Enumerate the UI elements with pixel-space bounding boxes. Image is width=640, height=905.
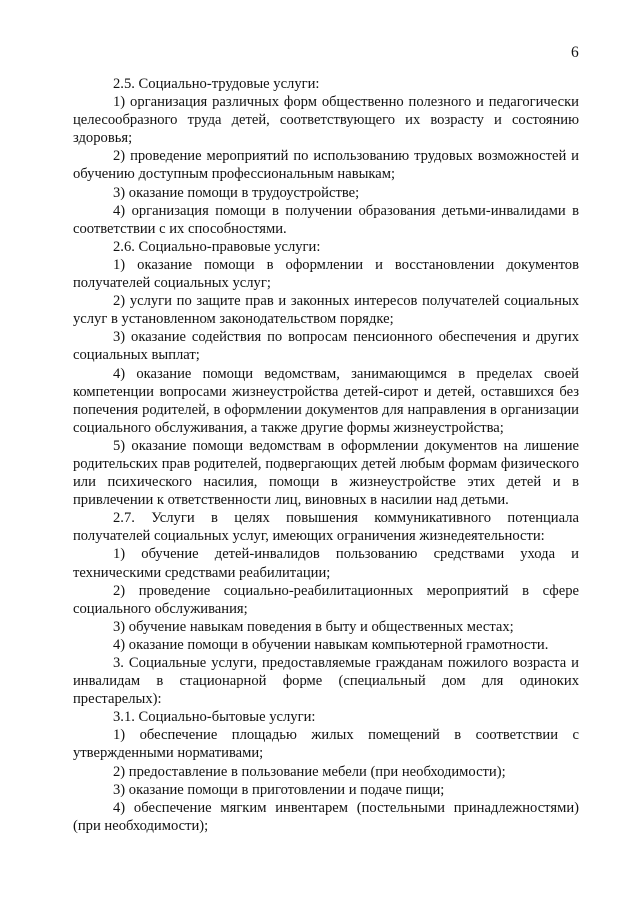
paragraph: 2) услуги по защите прав и законных интересов получателей социальных услуг в установленном законодательством порядке;	[73, 293, 579, 328]
paragraph: 2) проведение социально-реабилитационных мероприятий в сфере социального обслуживания;	[73, 582, 579, 617]
paragraph: 4) оказание помощи в обучении навыкам компьютерной грамотности.	[113, 636, 549, 653]
section-heading: 2.7. Услуги в целях повышения коммуникативного потенциала получателей социальных услуг, имеющих ограничения жизнедеятельности:	[73, 510, 579, 545]
paragraph: 3) оказание помощи в трудоустройстве;	[113, 184, 360, 201]
paragraph: 3) обучение навыкам поведения в быту и общественных местах;	[113, 618, 514, 635]
paragraph: 1) оказание помощи в оформлении и восстановлении документов получателей социальных услуг;	[73, 256, 579, 292]
document-body	[73, 75, 579, 835]
section-heading: 3. Социальные услуги, предоставляемые гражданам пожилого возраста и инвалидам в стационарной форме (специальный дом для одиноких престарелых):	[73, 655, 579, 708]
paragraph: 1) обеспечение площадью жилых помещений в соответствии с утвержденными нормативами;	[73, 727, 579, 762]
section-heading: 2.5. Социально-трудовые услуги:	[113, 76, 320, 92]
paragraph: 2) проведение мероприятий по использованию трудовых возможностей и обучению доступным профессиональным навыкам;	[73, 148, 579, 183]
paragraph: 5) оказание помощи ведомствам в оформлении документов на лишение родительских прав родителей, подвергающих детей любым формам физического или психического насилия, помощи в жизнеустройстве этих детей и в привлечении к ответственности лиц, виновных в насилии над детьми.	[73, 437, 579, 509]
paragraph: 4) оказание помощи ведомствам, занимающимся в пределах своей компетенции вопросами жизнеустройства детей-сирот и детей, оставшихся без попечения родителей, в оформлении документов для направления в организации социального обслуживания, а также другие формы жизнеустройства;	[73, 365, 579, 436]
paragraph: 3) оказание помощи в приготовлении и подаче пищи;	[113, 781, 445, 798]
paragraph: 4) организация помощи в получении образования детьми-инвалидами в соответствии с их способностями.	[73, 202, 579, 237]
paragraph: 4) обеспечение мягким инвентарем (постельными принадлежностями) (при необходимости);	[73, 799, 579, 834]
paragraph: 1) организация различных форм общественно полезного и педагогически целесообразного труда детей, соответствующего их возрасту и состоянию здоровья;	[73, 94, 579, 147]
paragraph: 3) оказание содействия по вопросам пенсионного обеспечения и других социальных выплат;	[73, 329, 579, 364]
paragraph: 1) обучение детей-инвалидов пользованию средствами ухода и техническими средствами реабилитации;	[73, 546, 579, 581]
section-heading: 3.1. Социально-бытовые услуги:	[113, 709, 316, 726]
paragraph: 2) предоставление в пользование мебели (при необходимости);	[113, 763, 506, 780]
section-heading: 2.6. Социально-правовые услуги:	[113, 238, 321, 255]
page-number: 6	[571, 44, 579, 61]
